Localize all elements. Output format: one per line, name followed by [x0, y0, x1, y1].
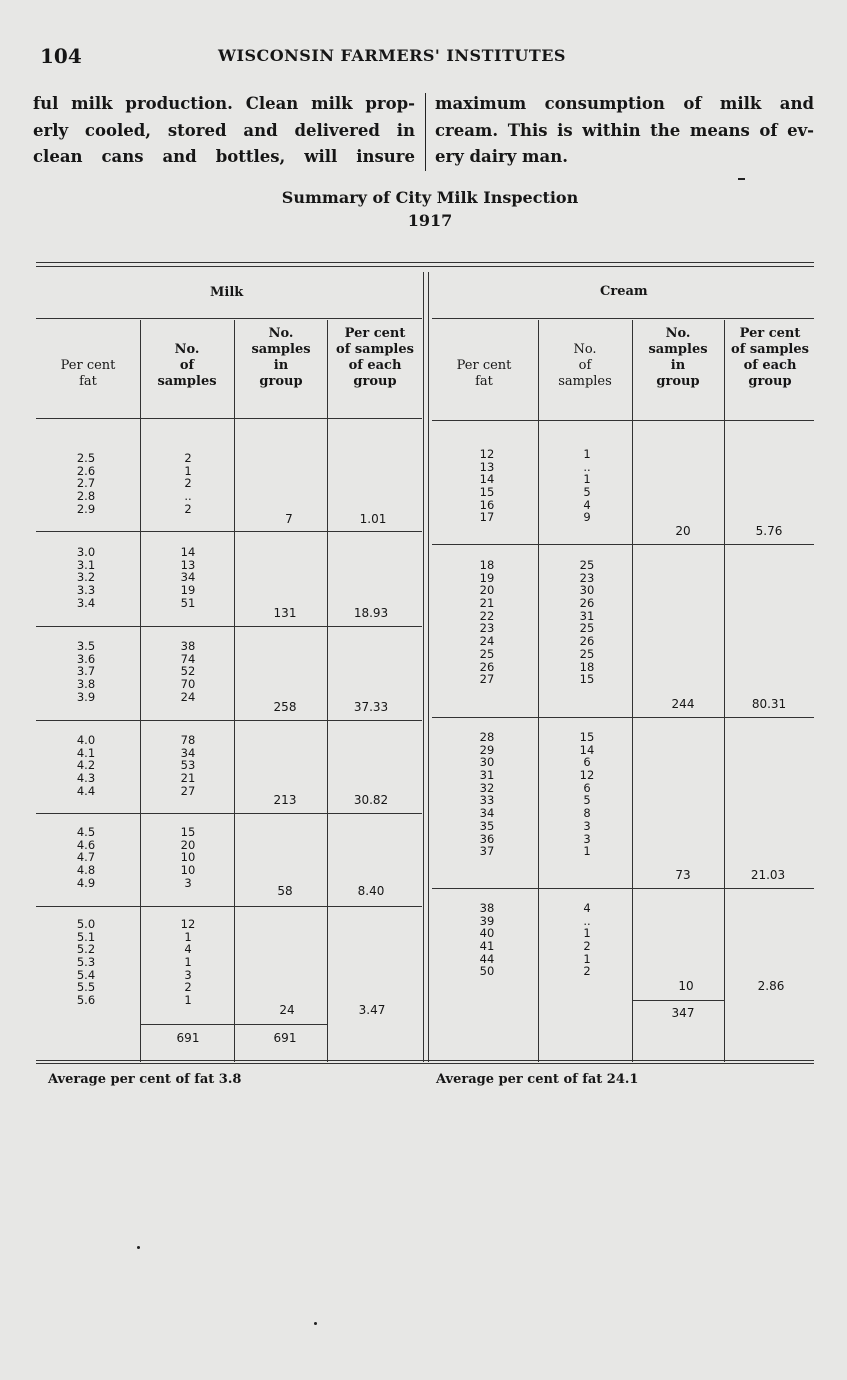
- column-divider: [425, 93, 426, 171]
- milk-col-divider: [140, 320, 141, 1062]
- print-mark: [738, 178, 745, 180]
- milk-group-rule: [36, 531, 422, 532]
- milk-samples-list: 38 74 52 70 24: [180, 639, 196, 704]
- milk-group-rule: [36, 626, 422, 627]
- cream-group-pct: 2.86: [757, 979, 785, 993]
- milk-group-count: 7: [285, 512, 293, 526]
- running-head: WISCONSIN FARMERS' INSTITUTES: [218, 46, 566, 65]
- cream-group-count: 10: [678, 979, 694, 993]
- cream-samples-list: 1 .. 1 5 4 9: [583, 447, 591, 525]
- milk-header-samples: No. of samples: [157, 342, 217, 389]
- milk-fat-list: 3.5 3.6 3.7 3.8 3.9: [76, 639, 96, 704]
- cream-fat-list: 12 13 14 15 16 17: [479, 447, 495, 525]
- milk-group-rule: [36, 813, 422, 814]
- print-mark: [137, 1246, 140, 1249]
- table-center-divider: [428, 272, 429, 1062]
- cream-group-pct: 5.76: [755, 524, 783, 538]
- milk-total-group: 691: [273, 1031, 297, 1045]
- cream-header-fat: Per cent fat: [456, 358, 512, 389]
- cream-header-rule: [432, 318, 814, 319]
- milk-fat-list: 3.0 3.1 3.2 3.3 3.4: [76, 545, 96, 610]
- milk-header-pct: Per cent of samples of each group: [336, 326, 414, 389]
- milk-col-divider: [234, 320, 235, 1062]
- cream-total-rule: [632, 1000, 724, 1001]
- table-bottom-rule: [36, 1060, 814, 1061]
- cream-total-group: 347: [671, 1006, 695, 1020]
- milk-col-divider: [327, 320, 328, 1062]
- cream-samples-list: 25 23 30 26 31 25 26 25 18 15: [579, 558, 595, 687]
- cream-group-rule: [432, 888, 814, 889]
- milk-group-pct: 37.33: [353, 700, 389, 714]
- milk-average: Average per cent of fat 3.8: [48, 1072, 242, 1087]
- left-column-text: [33, 91, 415, 171]
- cream-group-pct: 80.31: [751, 697, 787, 711]
- page-number: 104: [40, 44, 82, 68]
- milk-samples-list: 14 13 34 19 51: [180, 545, 196, 610]
- cream-header-in-group: No. samples in group: [648, 326, 708, 389]
- milk-group-rule: [36, 720, 422, 721]
- cream-header-bottom-rule: [432, 420, 814, 421]
- milk-group-count: 258: [273, 700, 297, 714]
- cream-group-count: 244: [671, 697, 695, 711]
- milk-samples-list: 2 1 2 .. 2: [184, 451, 192, 516]
- cream-group-count: 20: [675, 524, 691, 538]
- milk-group-pct: 8.40: [357, 884, 385, 898]
- print-mark: [314, 1322, 317, 1325]
- milk-header-in-group: No. samples in group: [251, 326, 311, 389]
- milk-group-pct: 18.93: [353, 606, 389, 620]
- cream-fat-list: 38 39 40 41 44 50: [479, 901, 495, 979]
- milk-group-count: 131: [273, 606, 297, 620]
- milk-fat-list: 4.0 4.1 4.2 4.3 4.4: [76, 733, 96, 798]
- table-top-rule: [36, 266, 814, 267]
- cream-header-pct: Per cent of samples of each group: [731, 326, 809, 389]
- milk-group-pct: 3.47: [358, 1003, 386, 1017]
- milk-samples-list: 15 20 10 10 3: [180, 825, 196, 890]
- cream-samples-list: 4 .. 1 2 1 2: [583, 901, 591, 979]
- milk-group-rule: [36, 906, 422, 907]
- milk-total-rule: [140, 1024, 327, 1025]
- cream-col-divider: [724, 320, 725, 1062]
- cream-col-divider: [538, 320, 539, 1062]
- table-bottom-rule: [36, 1063, 814, 1064]
- cream-group-rule: [432, 717, 814, 718]
- milk-fat-list: 4.5 4.6 4.7 4.8 4.9: [76, 825, 96, 890]
- milk-group-pct: 30.82: [353, 793, 389, 807]
- cream-fat-list: 18 19 20 21 22 23 24 25 26 27: [479, 558, 495, 687]
- milk-group-count: 213: [273, 793, 297, 807]
- table-year: 1917: [407, 211, 453, 230]
- text-line: maximum consumption of milk and: [435, 94, 814, 113]
- table-top-rule: [36, 262, 814, 263]
- cream-group-pct: 21.03: [750, 868, 786, 882]
- milk-header-rule: [36, 318, 422, 319]
- milk-fat-list: 2.5 2.6 2.7 2.8 2.9: [76, 451, 96, 516]
- milk-header-bottom-rule: [36, 418, 422, 419]
- table-center-divider: [423, 272, 424, 1062]
- text-line: cream. This is within the means of ev-: [435, 120, 814, 140]
- milk-fat-list: 5.0 5.1 5.2 5.3 5.4 5.5 5.6: [76, 917, 96, 1008]
- milk-samples-list: 12 1 4 1 3 2 1: [180, 917, 196, 1008]
- milk-group-count: 58: [277, 884, 293, 898]
- cream-group-count: 73: [675, 868, 691, 882]
- text-line: erly cooled, stored and delivered in: [33, 120, 415, 140]
- milk-group-title: Milk: [210, 285, 244, 300]
- text-line: ful milk production. Clean milk prop-: [33, 94, 415, 113]
- milk-samples-list: 78 34 53 21 27: [180, 733, 196, 798]
- table-title: Summary of City Milk Inspection: [281, 188, 579, 207]
- milk-header-fat: Per cent fat: [60, 358, 116, 389]
- milk-group-count: 24: [279, 1003, 295, 1017]
- cream-fat-list: 28 29 30 31 32 33 34 35 36 37: [479, 730, 495, 859]
- cream-samples-list: 15 14 6 12 6 5 8 3 3 1: [579, 730, 595, 859]
- cream-header-samples: No. of samples: [558, 342, 612, 389]
- cream-col-divider: [632, 320, 633, 1062]
- cream-group-title: Cream: [600, 284, 648, 299]
- cream-average: Average per cent of fat 24.1: [436, 1072, 639, 1087]
- text-line: ery dairy man.: [435, 147, 568, 166]
- right-column-text: [435, 91, 814, 171]
- milk-group-pct: 1.01: [359, 512, 387, 526]
- text-line: clean cans and bottles, will insure: [33, 147, 415, 166]
- cream-group-rule: [432, 544, 814, 545]
- milk-total-samples: 691: [176, 1031, 200, 1045]
